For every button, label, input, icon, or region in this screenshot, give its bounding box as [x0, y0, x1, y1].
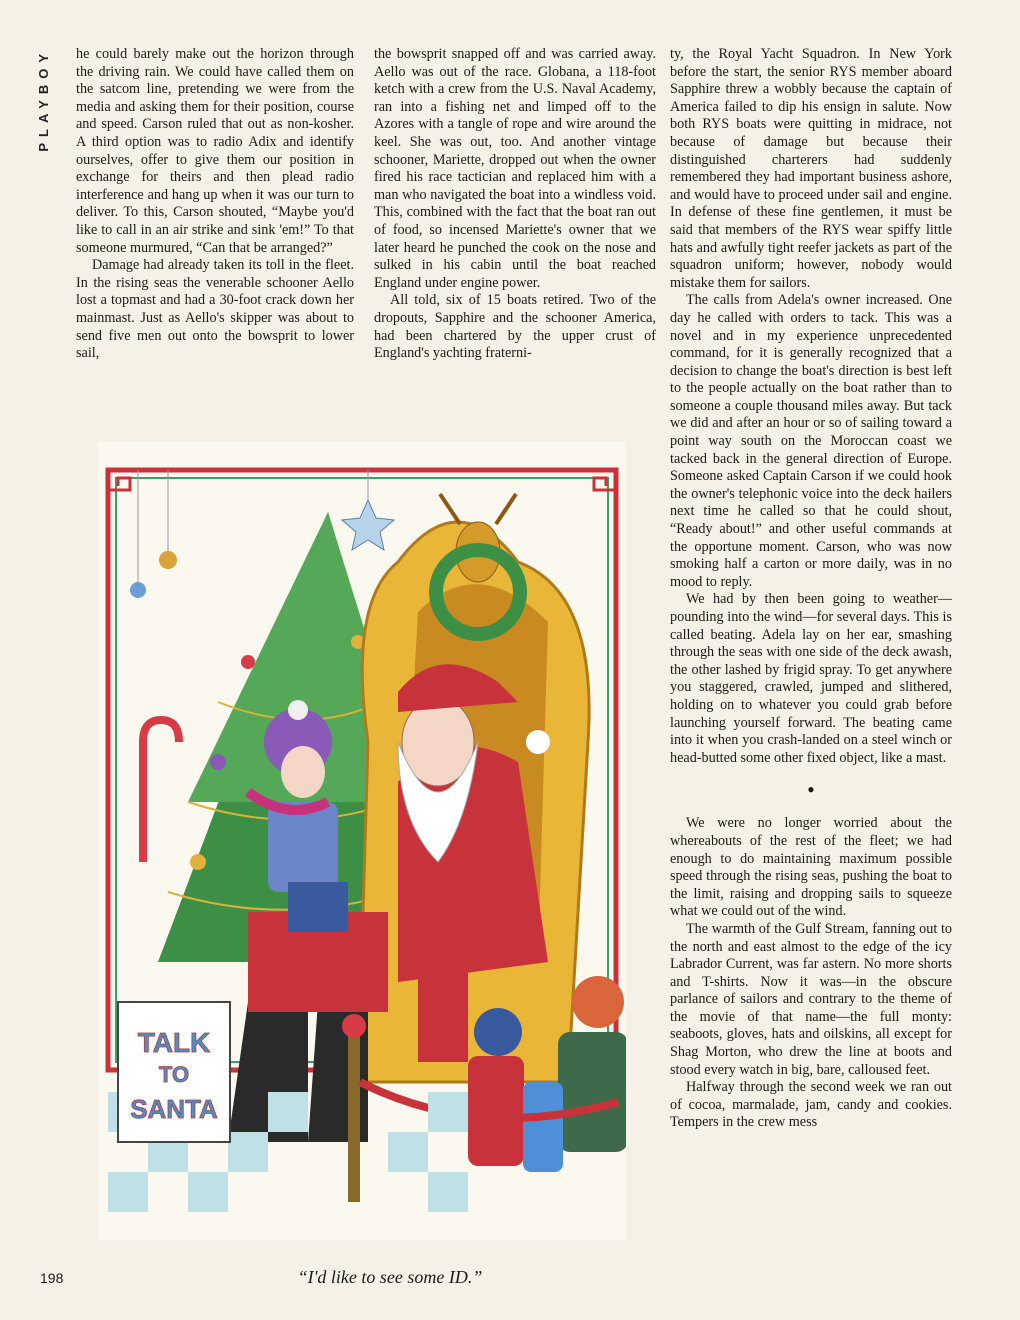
paragraph: The calls from Adela's owner increased. One day he called with orders to tack. This was a novel and in my experience unprecedented command, for it is generally recognized that a decision to change the boat's direction is best left to the people actually on the boat rather than to someone a couple thousand miles away. But tack we did and after an hour or so of sailing toward a point way south on the Moroccan coast we tacked back in the general direction of Europe. Someone asked Captain Carson if we could hook the owner's telephonic voice into the deck hailers next time he called so that he could shout, “Ready about!” and other useful commands at the opportune moment. Carson, who was now smoking half a carton or more daily, was in no mood to reply. [670, 292, 952, 590]
paragraph: ty, the Royal Yacht Squadron. In New York before the start, the senior RYS member aboard Sapphire threw a wobbly because the captain of America failed to dip his ensign in salute. Now both RYS boats were quitting in midrace, not because of damage but because their distinguished charterers had suddenly remembered they had important business ashore, and would have to proceed under sail and engine. In defense of these fine gentlemen, it must be said that members of the RYS wear spiffy little hats and awfully tight reefer jackets as part of the squadron uniform; however, nobody would mistake them for sailors. [670, 46, 952, 291]
paragraph: Halfway through the second week we ran out of cocoa, marmalade, jam, candy and cookies. Tempers in the crew mess [670, 1079, 952, 1131]
paragraph: The warmth of the Gulf Stream, fanning out to the north and east almost to the edge of the icy Labrador Current, was far astern. No more shorts and T-shirts. Now it was—in the obscure parlance of sailors and contrary to the theme of the movie of that name—the full monty: seaboots, gloves, hats and oilskins, all except for Shag Morton, who drew the line at boots and stood every watch in big, bare, calloused feet. [670, 920, 952, 1078]
cartoon-caption: “I'd like to see some ID.” [297, 1267, 483, 1287]
paragraph: All told, six of 15 boats retired. Two of the dropouts, Sapphire and the schooner America, had been chartered by the upper crust of England's yachting fraterni- [374, 292, 656, 362]
section-break-bullet: • [807, 777, 815, 803]
page-number: 198 [40, 1270, 64, 1286]
magazine-masthead: PLAYBOY [36, 48, 51, 152]
sign-line-santa: SANTA [130, 1094, 218, 1124]
paragraph: Damage had already taken its toll in the fleet. In the rising seas the venerable schooner Aello lost a topmast and had a 30-foot crack down her mainmast. Just as Aello's skipper was about to send five men out onto the bowsprit to lower sail, [76, 257, 354, 362]
santa-cartoon-illustration [98, 442, 626, 1240]
text-column-2 [374, 46, 656, 363]
text-column-3 [670, 46, 952, 1132]
paragraph: We had by then been going to weather—pounding into the wind—for several days. This is called beating. Adela lay on her ear, smashing through the seas with one side of the deck awash, the other lashed by frigid spray. To get anywhere you staggered, crawled, jumped and slithered, holding on to whatever you could grab before launching yourself forward. The beating came into it when you crash-landed on a steel winch or head-butted some other fixed object, like a mast. [670, 591, 952, 766]
sign-line-talk: TALK [137, 1027, 211, 1058]
text-column-1 [76, 46, 354, 363]
paragraph: the bowsprit snapped off and was carried away. Aello was out of the race. Globana, a 118-foot ketch with a crew from the U.S. Naval Academy, ran into a fishing net and limped off to the Azores with a tangle of rope and wire around the keel. She was out, too. And another vintage schooner, Mariette, dropped out when the owner fired his race tactician and replaced him with a man who navigated the boat into a windless void. This, combined with the fact that the boat ran out of food, so incensed Mariette's owner that we later heard he punched the cook on the nose and sulked in his cabin until the boat reached England under engine power. [374, 46, 656, 291]
sign-line-to: TO [158, 1062, 190, 1087]
paragraph: he could barely make out the horizon through the driving rain. We could have called them on the satcom line, pretending we were from the media and asking them for their position, course and speed. Carson ruled that out as non-kosher. A third option was to radio Adix and identify ourselves, offer to give them our position in exchange for theirs and then plead radio interference and hang up when it was our turn to deliver. To this, Carson shouted, “Maybe you'd like to call in an air strike and sink 'em!” To that someone murmured, “Can that be arranged?” [76, 46, 354, 256]
paragraph: We were no longer worried about the whereabouts of the rest of the fleet; we had enough to do maintaining maximum possible speed through the rising seas, pushing the boat to the limit, raising and dropping sails to squeeze what we could out of the wind. [670, 815, 952, 920]
